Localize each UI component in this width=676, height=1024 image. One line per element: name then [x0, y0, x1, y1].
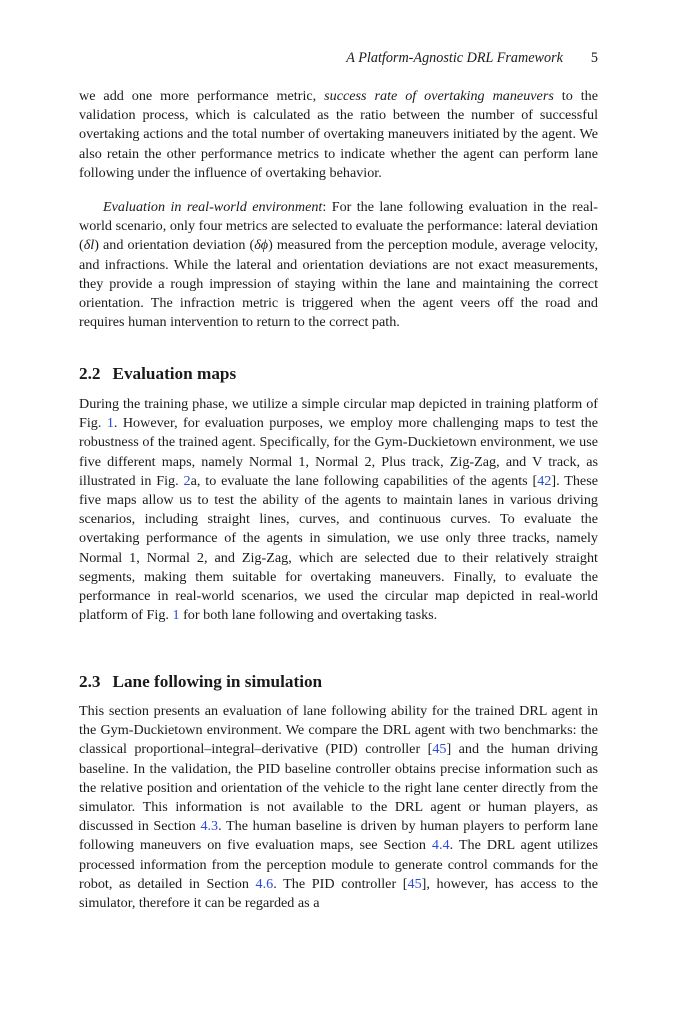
- citation-link[interactable]: 45: [432, 741, 447, 758]
- section-reference-link[interactable]: 4.4: [431, 837, 450, 854]
- body-paragraph-1: [79, 87, 598, 183]
- section-reference-link[interactable]: 4.3: [200, 818, 219, 835]
- section-heading-2-3: [79, 672, 322, 692]
- math-orientation-deviation: δϕ: [254, 237, 269, 254]
- text-run: to the validation process, which is calculated as the ratio between the number of successful overtaking actions and the total number of overtaking maneuvers initiated by the agent. We also retain the other performance metrics to indicate whether the agent can perform lane following under the influence of overtaking behavior.: [79, 88, 598, 181]
- text-run: . The human baseline is driven by human players to perform lane following maneuvers on five evaluation maps, see Section: [79, 818, 598, 854]
- running-header: [346, 50, 598, 67]
- text-run: : For the lane following evaluation in the real-world scenario, only four metrics are selected to evaluate the performance: lateral deviation (: [79, 199, 599, 254]
- section-title: Evaluation maps: [112, 364, 237, 383]
- figure-reference-link[interactable]: 1: [172, 607, 180, 624]
- section-title: Lane following in simulation: [112, 672, 323, 691]
- text-run: ] and the human driving baseline. In the validation, the PID baseline controller obtains precise information such as the relative position and orientation of the vehicle to the right lane center directly from the simulator. This information is not available to the DRL agent or human players, as discussed in Section: [79, 741, 598, 835]
- citation-link[interactable]: 42: [537, 472, 552, 489]
- body-paragraph-3: [79, 395, 598, 625]
- body-paragraph-2: [79, 198, 598, 332]
- page-number: 5: [590, 50, 598, 66]
- emphasis-metric-name: success rate of overtaking maneuvers: [324, 88, 554, 104]
- section-number: 2.2: [79, 364, 101, 383]
- section-heading-2-2: [79, 364, 236, 384]
- running-title: A Platform-Agnostic DRL Framework: [346, 50, 563, 66]
- text-run: This section presents an evaluation of lane following ability for the trained DRL agent in the Gym-Duckietown environment. We compare the DRL agent with two benchmarks: the classical proportional–integral–derivative (PID) controller [: [79, 703, 598, 758]
- text-run: ]. These five maps allow us to test the ability of the agents to maintain lanes in various driving scenarios, including straight lines, curves, and continuous curves. To evaluate the overtaking performance of the agents in simulation, we use only three tracks, namely Normal 1, Normal 2, and Zig-Zag, which are selected due to their relatively straight segments, making them suitable for overtaking maneuvers. Finally, to evaluate the performance in real-world scenarios, we used the circular map depicted in real-world platform of Fig.: [79, 472, 598, 624]
- math-lateral-deviation: δl: [83, 237, 95, 254]
- text-run: we add one more performance metric,: [79, 88, 325, 104]
- figure-reference-link[interactable]: 1: [106, 415, 114, 432]
- text-run: ) measured from the perception module, average velocity, and infractions. While the lateral and orientation deviations are not exact measurements, they provide a rough impression of staying within the lane and maintaining the correct orientation. The infraction metric is triggered when the agent veers off the road and requires human intervention to return to the correct path.: [79, 237, 598, 331]
- figure-reference-link[interactable]: 2: [183, 472, 191, 489]
- body-paragraph-4: [79, 702, 598, 913]
- text-run: . The PID controller [: [273, 875, 408, 892]
- text-run: During the training phase, we utilize a simple circular map depicted in training platform of Fig.: [79, 396, 598, 432]
- citation-link[interactable]: 45: [407, 875, 422, 892]
- section-number: 2.3: [79, 672, 101, 691]
- text-run: for both lane following and overtaking tasks.: [179, 607, 438, 624]
- emphasis-paragraph-lead: Evaluation in real-world environment: [103, 199, 323, 215]
- section-reference-link[interactable]: 4.6: [255, 875, 274, 892]
- text-run: ) and orientation deviation (: [94, 237, 255, 254]
- text-run: a, to evaluate the lane following capabilities of the agents [: [190, 472, 538, 489]
- text-run: . However, for evaluation purposes, we employ more challenging maps to test the robustness of the trained agent. Specifically, for the Gym-Duckietown environment, we use five different maps, namely Normal 1, Normal 2, Plus track, Zig-Zag, and V track, as illustrated in Fig.: [79, 415, 598, 489]
- text-run: ], however, has access to the simulator, therefore it can be regarded as a: [79, 875, 599, 912]
- text-run: . The DRL agent utilizes processed information from the perception module to generate control commands for the robot, as detailed in Section: [79, 837, 598, 892]
